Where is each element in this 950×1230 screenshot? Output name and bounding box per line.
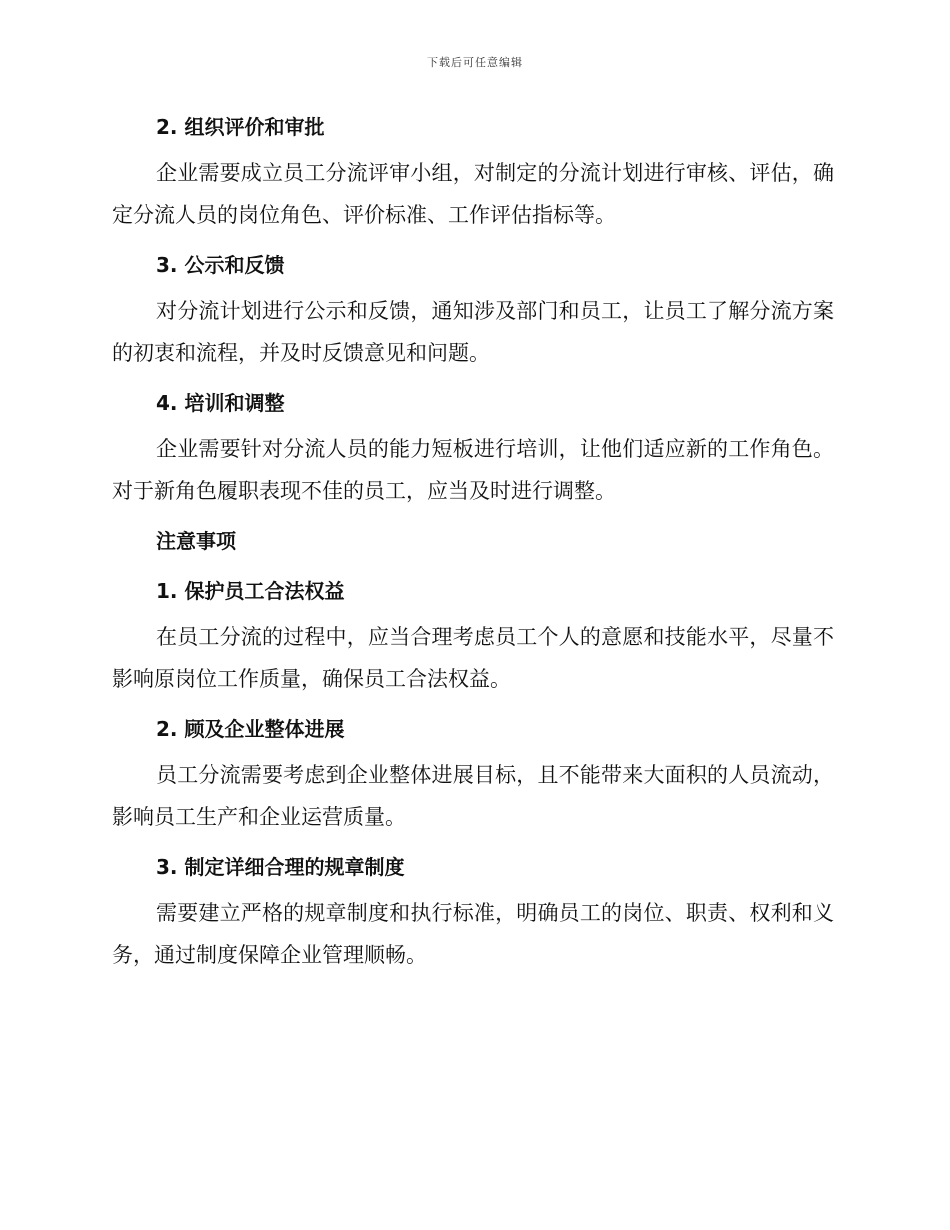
section-heading-training: 4. 培训和调整 (156, 391, 285, 415)
header-note: 下载后可任意编辑 (427, 56, 523, 69)
section-heading-publicity: 3. 公示和反馈 (156, 253, 285, 277)
section-heading-progress: 2. 顾及企业整体进展 (156, 717, 345, 741)
section-heading-notes: 注意事项 (156, 529, 236, 553)
section-body-progress: 员工分流需要考虑到企业整体进展目标，且不能带来大面积的人员流动，影响员工生产和企业运营质量。 (112, 763, 834, 829)
section-heading-review: 2. 组织评价和审批 (156, 115, 325, 139)
section-body-training: 企业需要针对分流人员的能力短板进行培训，让他们适应新的工作角色。对于新角色履职表现不佳的员工，应当及时进行调整。 (112, 437, 834, 503)
section-body-rights: 在员工分流的过程中，应当合理考虑员工个人的意愿和技能水平，尽量不影响原岗位工作质量，确保员工合法权益。 (112, 625, 834, 691)
document-content (112, 106, 834, 984)
section-heading-rights: 1. 保护员工合法权益 (156, 579, 345, 603)
section-body-publicity: 对分流计划进行公示和反馈，通知涉及部门和员工，让员工了解分流方案的初衷和流程，并及时反馈意见和问题。 (112, 299, 834, 365)
section-body-rules: 需要建立严格的规章制度和执行标准，明确员工的岗位、职责、权利和义务，通过制度保障企业管理顺畅。 (112, 901, 834, 967)
section-heading-rules: 3. 制定详细合理的规章制度 (156, 855, 405, 879)
section-body-review: 企业需要成立员工分流评审小组，对制定的分流计划进行审核、评估，确定分流人员的岗位角色、评价标准、工作评估指标等。 (112, 161, 834, 227)
